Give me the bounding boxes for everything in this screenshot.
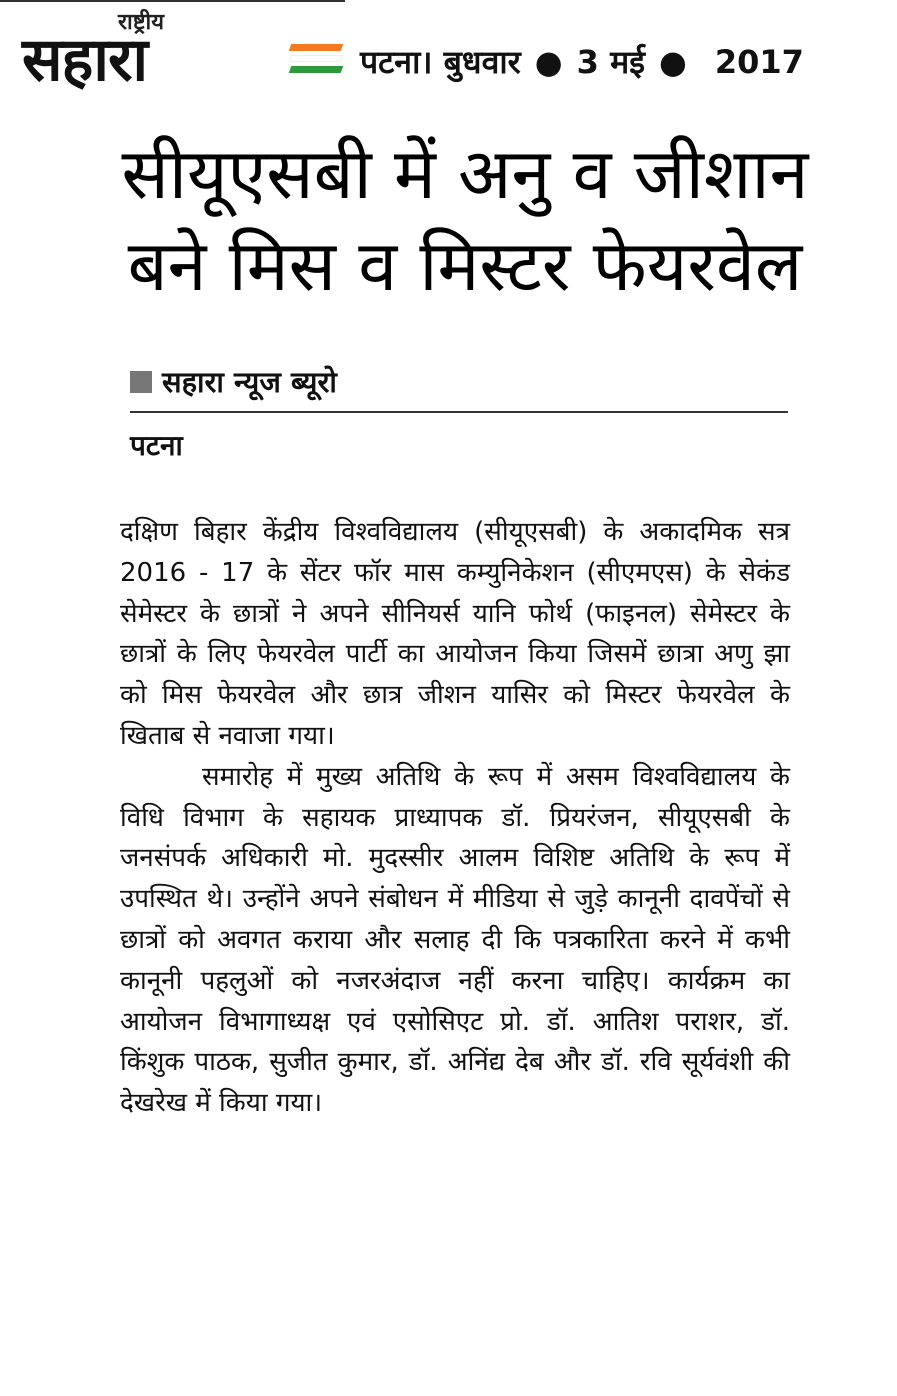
- headline: [120, 128, 810, 312]
- article-body: [120, 512, 790, 1124]
- headline-line: बने मिस व मिस्टर फेयरवेल: [127, 225, 803, 307]
- bullet-icon: ●: [534, 43, 563, 81]
- dateline-city: पटना।: [360, 43, 433, 81]
- brand-tagline: राष्ट्रीय: [118, 10, 165, 35]
- square-bullet-icon: [130, 371, 152, 393]
- tricolor-flag-icon: [290, 44, 342, 74]
- headline-line: सीयूएसबी में अनु व जीशान: [121, 133, 809, 215]
- masthead-rule: [0, 0, 345, 2]
- dateline-year: 2017: [714, 43, 804, 81]
- divider: [130, 411, 788, 413]
- article-city: पटना: [130, 429, 183, 462]
- bullet-icon: ●: [658, 43, 687, 81]
- brand-logo: सहारा: [22, 25, 148, 95]
- byline: [130, 362, 337, 401]
- dateline: [360, 40, 804, 83]
- article-paragraph: समारोह में मुख्य अतिथि के रूप में असम विश्वविद्यालय के विधि विभाग के सहायक प्राध्यापक डॉ. प्रियरंजन, सीयूएसबी के जनसंपर्क अधिकारी मो. मुदस्सीर आलम विशिष्ट अतिथि के रूप में उपस्थित थे। उन्होंने अपने संबोधन में मीडिया से जुड़े कानूनी दावपेंचों से छात्रों को अवगत कराया और सलाह दी कि पत्रकारिता करने में कभी कानूनी पहलुओं को नजरअंदाज नहीं करना चाहिए। कार्यक्रम का आयोजन विभागाध्यक्ष एवं एसोसिएट प्रो. डॉ. आतिश पराशर, डॉ. किंशुक पाठक, सुजीत कुमार, डॉ. अनिंद्य देब और डॉ. रवि सूर्यवंशी की देखरेख में किया गया।: [120, 761, 790, 1119]
- dateline-date: 3 मई: [576, 43, 645, 81]
- byline-text: सहारा न्यूज ब्यूरो: [162, 365, 337, 399]
- article-paragraph: दक्षिण बिहार केंद्रीय विश्वविद्यालय (सीयूएसबी) के अकादमिक सत्र 2016 - 17 के सेंटर फॉर मास कम्युनिकेशन (सीएमएस) के सेकंड सेमेस्टर के छात्रों ने अपने सीनियर्स यानि फोर्थ (फाइनल) सेमेस्टर के छात्रों के लिए फेयरवेल पार्टी का आयोजन किया जिसमें छात्रा अणु झा को मिस फेयरवेल और छात्र जीशन यासिर को मिस्टर फेयरवेल के खिताब से नवाजा गया।: [120, 517, 790, 751]
- dateline-day: बुधवार: [443, 43, 521, 81]
- masthead: [0, 0, 897, 100]
